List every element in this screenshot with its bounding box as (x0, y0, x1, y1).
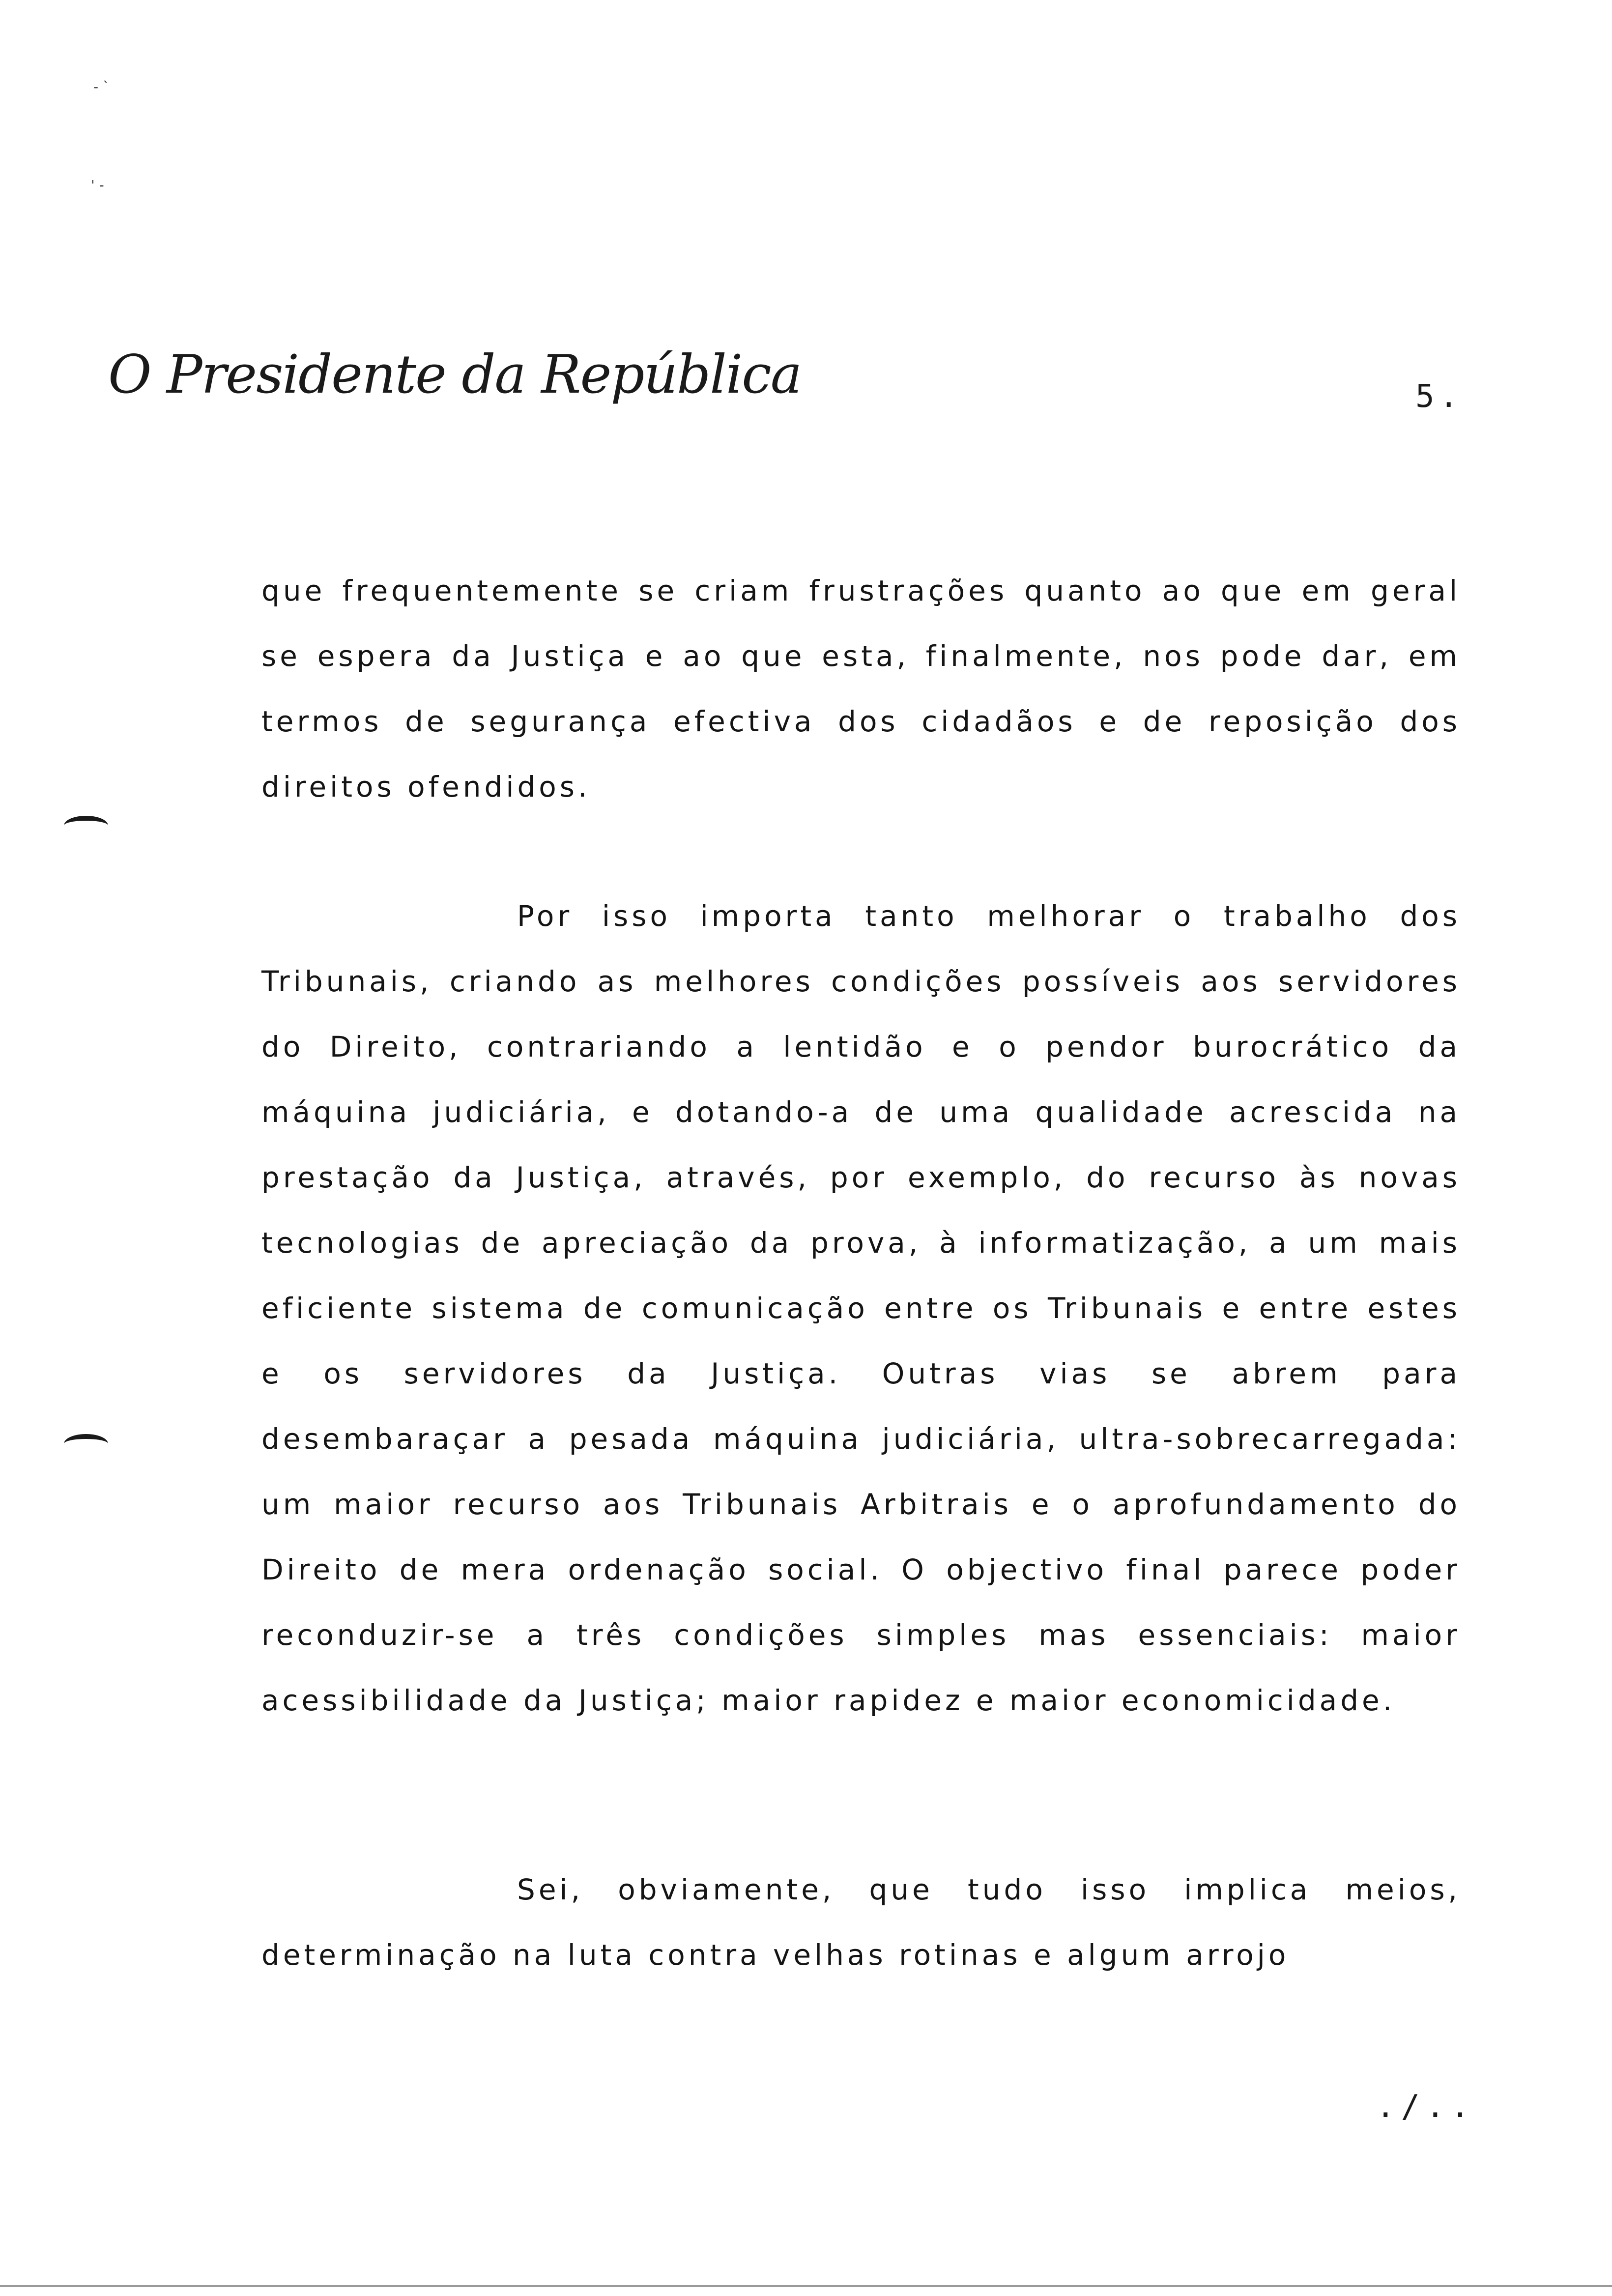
body-paragraph: Sei, obviamente, que tudo isso implica meios, determinação na luta contra velhas rotinas e algum arrojo (261, 1873, 1461, 1972)
scan-artifact: - ` (93, 79, 110, 95)
body-paragraph: que frequentemente se criam frustrações quanto ao que em geral se espera da Justiça e ao que esta, finalmente, nos pode dar, em termos de segurança efectiva dos cidadãos e de reposição dos direitos ofendidos. (261, 574, 1461, 804)
punch-hole-mark (64, 1434, 108, 1454)
letterhead-title: O Presidente da República (108, 344, 802, 405)
page-bottom-edge (0, 2285, 1612, 2287)
scan-artifact: ' - (91, 177, 104, 193)
page-number: 5. (1415, 378, 1464, 415)
punch-hole-mark (64, 816, 108, 835)
continuation-mark: ./.. (1376, 2089, 1476, 2125)
body-paragraph: Por isso importa tanto melhorar o trabalho dos Tribunais, criando as melhores condições possíveis aos servidores do Direito, contrariando a lentidão e o pendor burocrático da máquina judiciária, e dotando-a de uma qualidade acrescida na prestação da Justiça, através, por exemplo, do recurso às novas tecnologias de apreciação da prova, à informatização, a um mais eficiente sistema de comunicação entre os Tribunais e entre estes e os servidores da Justiça. Outras vias se abrem para desembaraçar a pesada máquina judiciária, ultra-sobrecarregada: um maior recurso aos Tribunais Arbitrais e o aprofundamento do Direito de mera ordenação social. O objectivo final parece poder reconduzir-se a três condições simples mas essenciais: maior acessibilidade da Justiça; maior rapidez e maior economicidade. (261, 899, 1461, 1717)
